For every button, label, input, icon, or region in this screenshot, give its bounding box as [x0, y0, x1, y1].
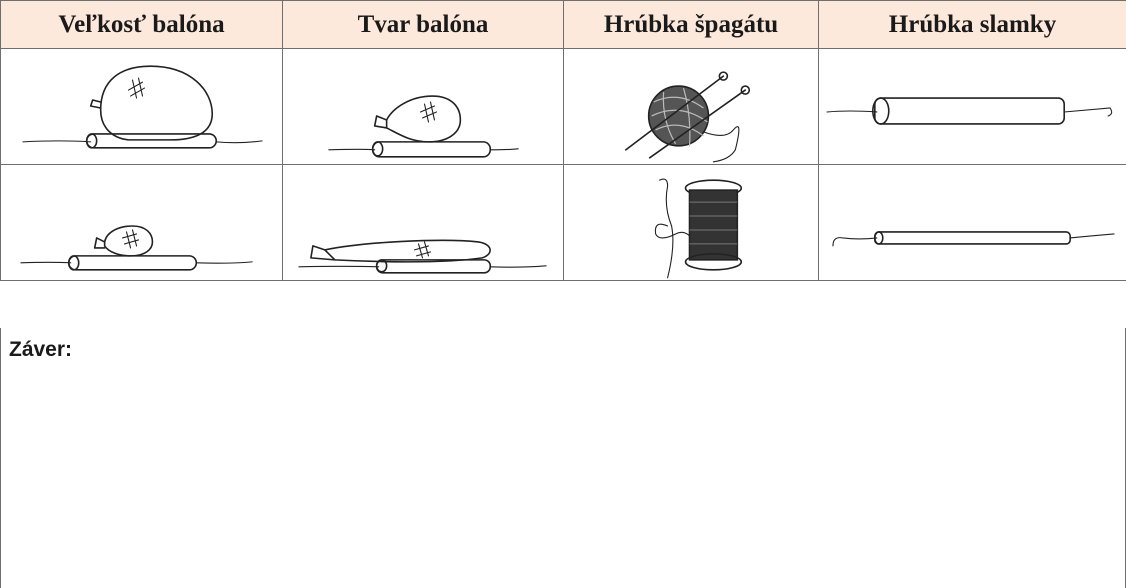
- thick-straw-illustration: [819, 50, 1126, 164]
- illustration-row-2: [1, 165, 1126, 281]
- large-balloon-illustration: [1, 50, 282, 164]
- header-balloon-size: Veľkosť balóna: [1, 1, 283, 49]
- cell-large-balloon: [1, 49, 283, 165]
- thread-spool-illustration: [564, 166, 818, 280]
- cell-small-balloon: [1, 165, 283, 281]
- cell-long-balloon: [283, 165, 564, 281]
- cell-thread-spool: [564, 165, 819, 281]
- cell-yarn-ball: [564, 49, 819, 165]
- cell-thin-straw: [819, 165, 1126, 281]
- long-balloon-illustration: [283, 166, 563, 280]
- small-balloon-illustration: [1, 166, 282, 280]
- header-balloon-shape: Tvar balóna: [283, 1, 564, 49]
- yarn-ball-illustration: [564, 50, 818, 164]
- oval-balloon-illustration: [283, 50, 563, 164]
- conclusion-box[interactable]: [0, 328, 1126, 588]
- cell-oval-balloon: [283, 49, 564, 165]
- illustration-row-1: [1, 49, 1126, 165]
- header-row: [1, 1, 1126, 49]
- header-string-thickness: Hrúbka špagátu: [564, 1, 819, 49]
- thin-straw-illustration: [819, 166, 1126, 280]
- header-straw-thickness: Hrúbka slamky: [819, 1, 1126, 49]
- cell-thick-straw: [819, 49, 1126, 165]
- conclusion-label: Záver:: [9, 338, 72, 362]
- experiment-table: [0, 0, 1126, 281]
